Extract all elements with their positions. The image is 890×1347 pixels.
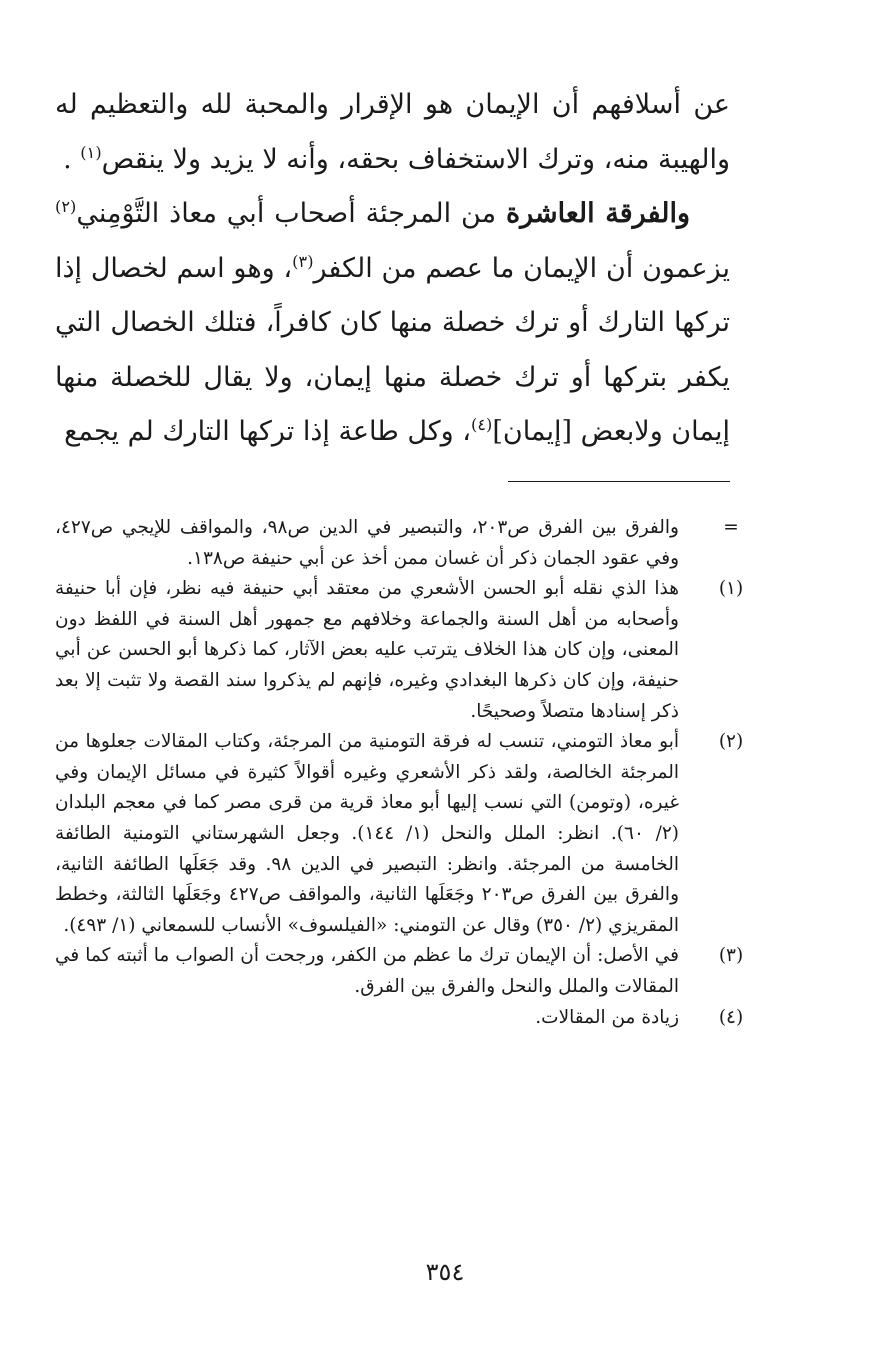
footnote-marker: (٢) bbox=[718, 731, 744, 753]
footnote-ref-2: (٢) bbox=[55, 197, 77, 216]
footnote-marker: (١) bbox=[718, 578, 744, 600]
footnote-text: هذا الذي نقله أبو الحسن الأشعري من معتقد أبي حنيفة فيه نظر، فإن أبا حنيفة وأصحابه من أهل السنة والجماعة وخلافهم مع جمهور أهل السنة في اللفظ دون المعنى، وإن كان هذا الخلاف يترتب عليه بعض الآثار، كما ذكرها أبو الحسن عن أبي حنيفة، وإن كان ذكرها البغدادي وغيره، فإنهم لم يذكروا سند القصة ولا تثبت إلا بعد ذكر إسنادها متصلاً وصحيحًا. bbox=[55, 578, 679, 722]
paragraph-2-text-d: ، وكل طاعة إذا تركها التارك لم يجمع bbox=[64, 416, 471, 447]
footnote-separator bbox=[508, 481, 730, 482]
paragraph-2-text-c: ، وهو اسم لخصال إذا تركها التارك أو ترك خصلة منها كان كافراً، فتلك الخصال التي يكفر بتركها أو ترك خصلة منها إيمان، ولا يقال للخصلة منها إيمان ولابعض [إيمان] bbox=[55, 252, 730, 447]
footnote-marker: (٣) bbox=[718, 945, 744, 967]
paragraph-2-text-b: يزعمون أن الإيمان ما عصم من الكفر bbox=[313, 252, 730, 284]
footnote-marker: (٤) bbox=[718, 1006, 744, 1028]
paragraph-1-text: عن أسلافهم أن الإيمان هو الإقرار والمحبة لله والتعظيم له والهيبة منه، وترك الاستخفاف بحقه، وأنه لا يزيد ولا ينقص bbox=[55, 89, 730, 175]
footnote-continuation bbox=[55, 513, 755, 574]
footnote-text: زيادة من المقالات. bbox=[535, 1006, 679, 1028]
footnote-4 bbox=[55, 1003, 755, 1034]
footnote-3 bbox=[55, 941, 755, 1002]
footnotes bbox=[55, 513, 755, 1033]
paragraph-2 bbox=[55, 187, 730, 460]
footnote-text: في الأصل: أن الإيمان ترك ما عظم من الكفر، ورجحت أن الصواب ما أثبته كما في المقالات والملل والنحل والفرق بين الفرق. bbox=[55, 945, 679, 997]
footnote-text: أبو معاذ التومني، تنسب له فرقة التومنية من المرجئة، وكتاب المقالات جعلوها من المرجئة الخالصة، ولقد ذكر الأشعري وغيره أقوالاً كثيرة في مسائل الإيمان وفي غيره، (وتومن) التي نسب إليها أبو معاذ قرية من قرى مصر كما في معجم البلدان (٢/ ٦٠). انظر: الملل والنحل (١/ ١٤٤). وجعل الشهرستاني التومنية الطائفة الخامسة من المرجئة. وانظر: التبصير في الدين ٩٨. وقد جَعَلَها الطائفة الثانية، والفرق بين الفرق ص٢٠٣ وجَعَلَها الثانية، والمواقف ص٤٢٧ وجَعَلَها الثالثة، وخطط المقريزي (٢/ ٣٥٠) وقال عن التومني: «الفيلسوف» الأنساب للسمعاني (١/ ٤٩٣). bbox=[55, 731, 680, 936]
page-number: ٣٥٤ bbox=[425, 1258, 465, 1286]
footnote-text: والفرق بين الفرق ص٢٠٣، والتبصير في الدين ص٩٨، والمواقف للإيجي ص٤٢٧، وفي عقود الجمان ذكر أن غسان ممن أخذ عن أبي حنيفة ص١٣٨. bbox=[55, 517, 679, 569]
footnote-ref-3: (٣) bbox=[292, 251, 314, 271]
paragraph-2-text-a: من المرجئة أصحاب أبي معاذ التَّوْمِني bbox=[76, 198, 506, 229]
footnote-2 bbox=[55, 727, 755, 941]
footnote-ref-1: (١) bbox=[80, 142, 102, 162]
footnote-ref-4: (٤) bbox=[470, 415, 493, 434]
footnote-1 bbox=[55, 574, 755, 727]
sect-heading-bold: والفرقة العاشرة bbox=[505, 198, 690, 229]
paragraph-1-end: . bbox=[63, 143, 81, 175]
paragraph-1 bbox=[55, 78, 730, 187]
footnote-marker: = bbox=[723, 517, 739, 538]
main-text bbox=[55, 78, 730, 460]
